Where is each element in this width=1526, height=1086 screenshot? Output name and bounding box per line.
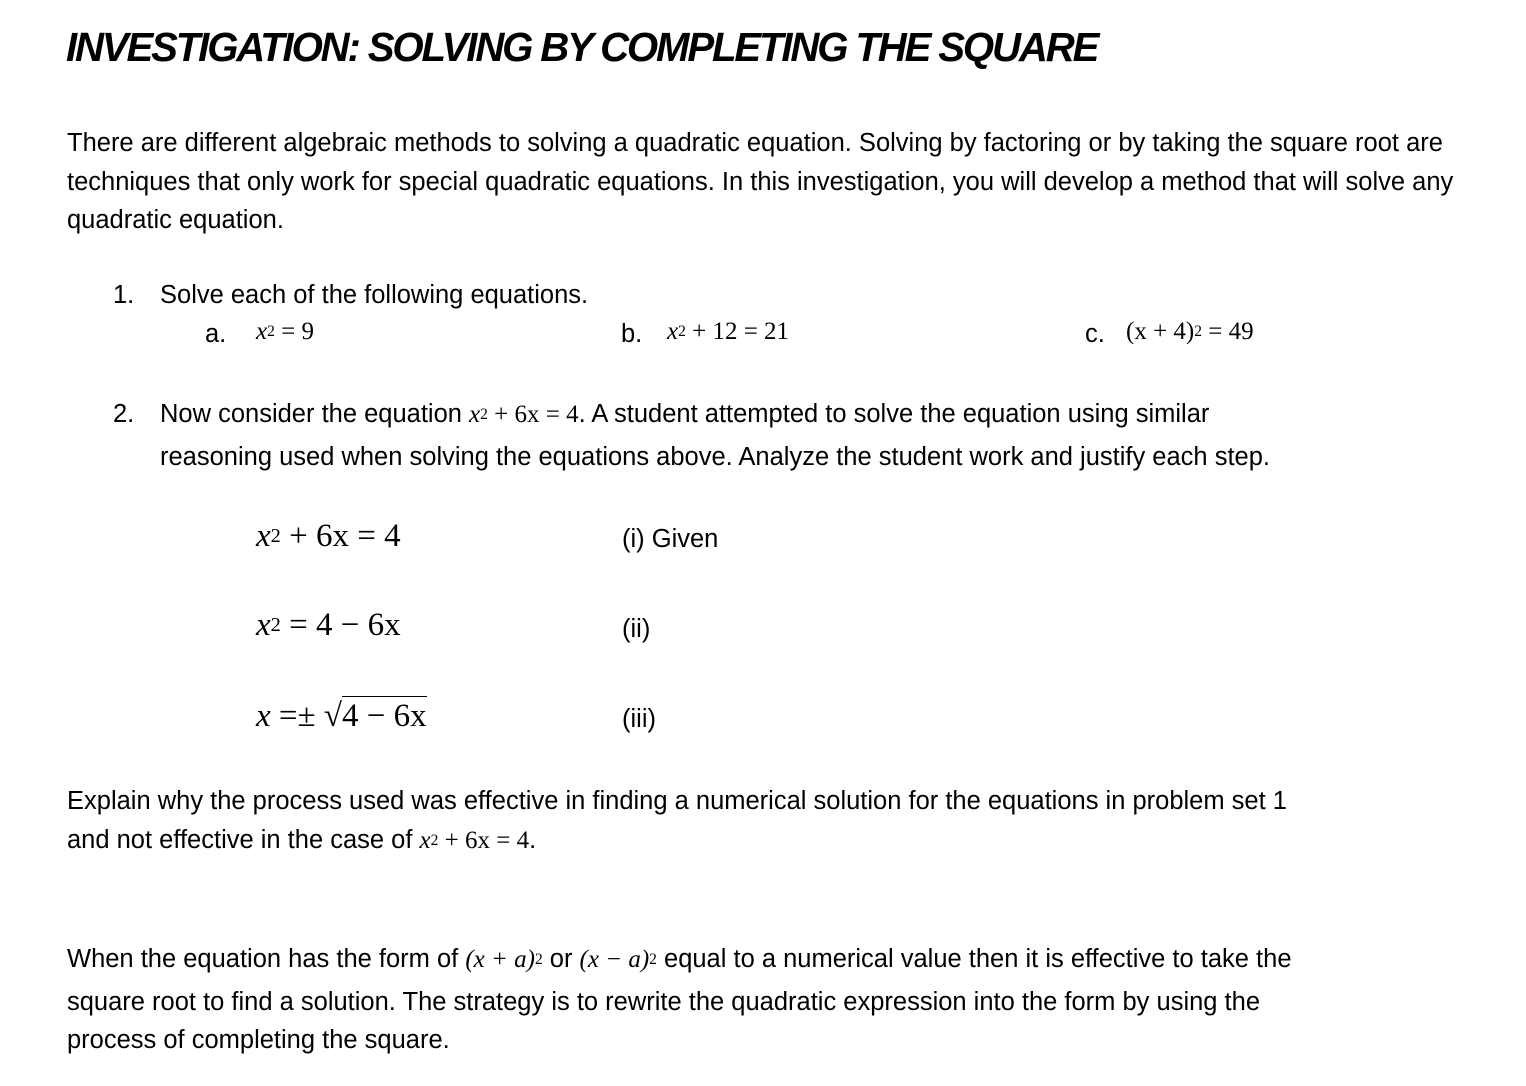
q1-part-b-equation: [667, 318, 789, 346]
exp: 2: [678, 322, 686, 340]
q2-line1-after: . A student attempted to solve the equation using similar: [578, 400, 1210, 428]
closing-line1: [67, 945, 1292, 974]
step-1-equation: [256, 518, 401, 555]
closing-before: When the equation has the form of: [67, 945, 466, 973]
step-2-equation: [256, 607, 401, 644]
exp: 2: [270, 613, 281, 636]
var: x: [256, 607, 271, 643]
step-3-justification: (iii): [622, 705, 656, 733]
var: x: [256, 698, 271, 734]
step-3-equation: [256, 698, 427, 735]
form1: (x + a): [465, 946, 535, 973]
closing-form2: [580, 946, 657, 973]
q1-part-c-label: c.: [1085, 320, 1105, 348]
page-title: INVESTIGATION: SOLVING BY COMPLETING THE SQUARE: [66, 24, 1098, 70]
prefix: =± √: [270, 698, 342, 734]
q1-part-a-label: a.: [205, 320, 227, 348]
q1-part-a-equation: [256, 318, 314, 346]
q2-line2: reasoning used when solving the equations above. Analyze the student work and justify each step.: [160, 443, 1270, 471]
q1-number: 1.: [113, 281, 135, 309]
var: x: [469, 401, 481, 428]
explain-line2: [67, 826, 536, 855]
rest: + 6x = 4: [280, 518, 401, 554]
exp: 2: [267, 322, 275, 340]
q1-prompt: Solve each of the following equations.: [160, 281, 589, 309]
q2-number: 2.: [113, 400, 135, 428]
intro-paragraph: There are different algebraic methods to solving a quadratic equation. Solving by factoring or by taking the square root are techniques that only work for special quadratic equations. In this investigation, you will develop a method that will solve any quadratic equation.: [67, 129, 1454, 234]
exp: 2: [649, 950, 657, 968]
explain-equation: [420, 827, 530, 854]
rest: = 49: [1202, 318, 1254, 345]
closing-line3: process of completing the square.: [67, 1026, 450, 1054]
radicand: 4 − 6x: [342, 698, 427, 734]
rest: = 4 − 6x: [280, 607, 401, 643]
var: x: [256, 518, 271, 554]
rest: = 9: [274, 318, 314, 345]
lhs: (x + 4): [1126, 318, 1195, 345]
rest: + 6x = 4: [438, 827, 530, 854]
exp: 2: [1194, 322, 1202, 340]
exp: 2: [270, 524, 281, 547]
step-2-justification: (ii): [622, 615, 651, 643]
rest: + 6x = 4: [487, 401, 579, 428]
q1-part-b-label: b.: [621, 320, 643, 348]
closing-after: equal to a numerical value then it is effective to take the: [656, 945, 1292, 973]
step-1-justification: (i) Given: [622, 525, 719, 553]
closing-line2: square root to find a solution. The strategy is to rewrite the quadratic expression into the form by using the: [67, 988, 1261, 1016]
exp: 2: [480, 405, 488, 423]
var: x: [419, 827, 431, 854]
explain-after: .: [529, 826, 537, 854]
q1-part-c-equation: [1126, 318, 1254, 346]
q2-line1: [160, 400, 1209, 429]
closing-form1: [465, 946, 542, 973]
explain-before: and not effective in the case of: [67, 826, 420, 854]
var: x: [256, 318, 268, 345]
explain-line1: Explain why the process used was effective in finding a numerical solution for the equations in problem set 1: [67, 787, 1287, 815]
q2-inline-equation: [469, 401, 579, 428]
rest: + 12 = 21: [685, 318, 790, 345]
exp: 2: [430, 831, 439, 849]
closing-mid: or: [542, 945, 580, 973]
form2: (x − a): [579, 946, 650, 973]
q2-line1-before: Now consider the equation: [160, 400, 470, 428]
var: x: [667, 318, 679, 345]
exp: 2: [534, 950, 543, 968]
